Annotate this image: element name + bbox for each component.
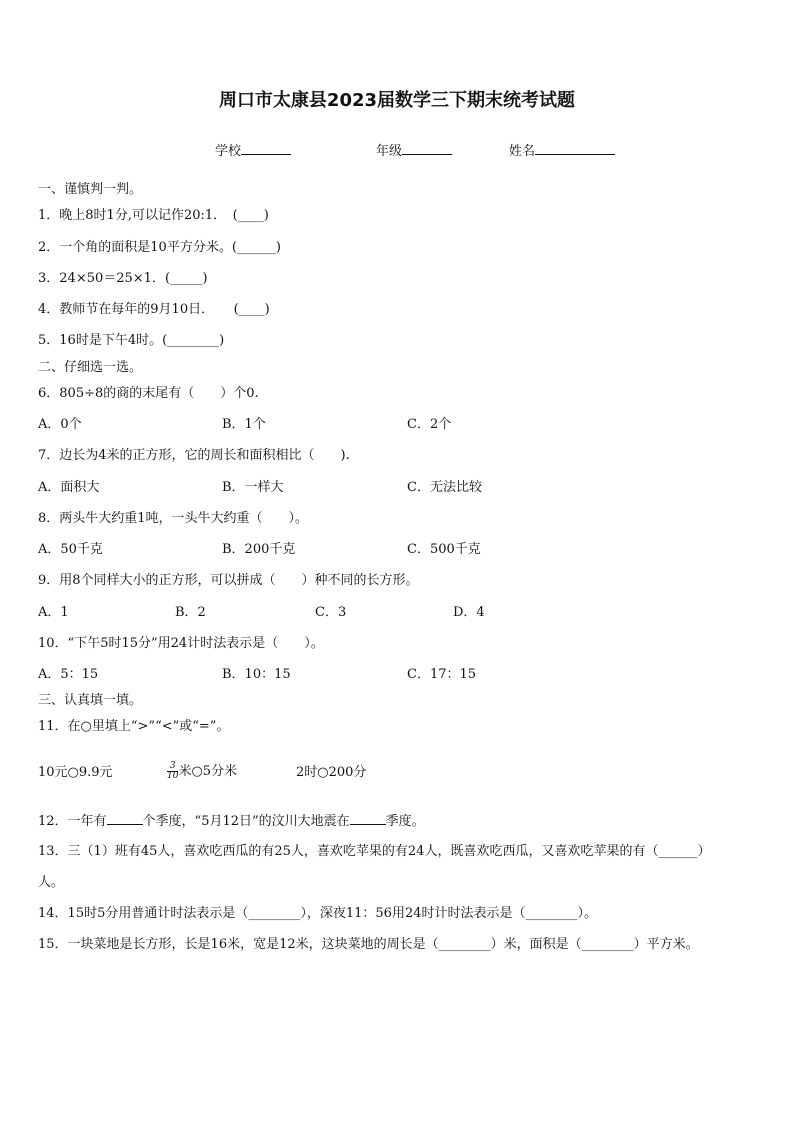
q10-option-c[interactable]: C．17：15 bbox=[407, 667, 477, 682]
q6-option-b[interactable]: B．1个 bbox=[222, 417, 266, 432]
question-4: 4．教师节在每年的9月10日． (____) bbox=[38, 302, 270, 317]
school-blank[interactable] bbox=[241, 142, 291, 155]
grade-label: 年级 bbox=[376, 144, 403, 159]
question-15: 15．一块菜地是长方形，长是16米，宽是12米，这块菜地的周长是（________）米，面积是（________）平方米。 bbox=[38, 937, 699, 952]
q10-option-a[interactable]: A．5：15 bbox=[38, 667, 99, 682]
q11-compare-length bbox=[167, 759, 237, 785]
section-heading-2: 二、仔细选一选。 bbox=[38, 360, 143, 375]
question-14: 14．15时5分用普通计时法表示是（________），深夜11：56用24时计时法表示是（________）。 bbox=[38, 906, 597, 921]
q6-option-c[interactable]: C．2个 bbox=[407, 417, 452, 432]
q11-compare-money: 10元○9.9元 bbox=[38, 765, 113, 780]
name-blank[interactable] bbox=[535, 142, 615, 155]
name-label: 姓名 bbox=[509, 144, 536, 159]
fraction-numerator: 3 bbox=[167, 762, 178, 772]
school-field[interactable] bbox=[215, 142, 291, 160]
question-5: 5．16时是下午4时。(________) bbox=[38, 333, 225, 348]
question-6: 6．805÷8的商的末尾有（ ）个0. bbox=[38, 386, 259, 401]
q12-part-b: 个季度，“5月12日”的汶川大地震在 bbox=[142, 814, 350, 829]
q12-part-c: 季度。 bbox=[385, 814, 425, 829]
question-2: 2．一个角的面积是10平方分米。(______) bbox=[38, 240, 281, 255]
section-heading-1: 一、谨慎判一判。 bbox=[38, 182, 143, 197]
grade-field[interactable] bbox=[376, 142, 452, 160]
q12-part-a: 12．一年有 bbox=[38, 814, 107, 829]
q7-option-b[interactable]: B．一样大 bbox=[222, 480, 284, 495]
question-11: 11．在○里填上“>”“<”或“=”。 bbox=[38, 719, 230, 734]
name-field[interactable] bbox=[509, 142, 615, 160]
question-12 bbox=[38, 812, 425, 830]
question-10: 10．“下午5时15分”用24计时法表示是（ ）。 bbox=[38, 636, 324, 651]
q9-option-a[interactable]: A．1 bbox=[38, 605, 69, 620]
q6-option-a[interactable]: A．0个 bbox=[38, 417, 82, 432]
question-1: 1．晚上8时1分,可以记作20:1． (____) bbox=[38, 208, 269, 223]
question-8: 8．两头牛大约重1吨，一头牛大约重（ ）。 bbox=[38, 511, 309, 526]
page-title: 周口市太康县2023届数学三下期末统考试题 bbox=[218, 90, 576, 111]
question-13-continued: 人。 bbox=[38, 875, 65, 890]
question-3: 3．24×50＝25×1．(_____) bbox=[38, 271, 208, 286]
q10-option-b[interactable]: B．10：15 bbox=[222, 667, 291, 682]
school-label: 学校 bbox=[215, 144, 242, 159]
q7-option-c[interactable]: C．无法比较 bbox=[407, 480, 482, 495]
question-13: 13．三（1）班有45人，喜欢吃西瓜的有25人，喜欢吃苹果的有24人，既喜欢吃西瓜，又喜欢吃苹果的有（______） bbox=[38, 844, 711, 859]
q9-option-d[interactable]: D．4 bbox=[453, 605, 485, 620]
q11-length-rest: 米○5分米 bbox=[178, 764, 238, 779]
fraction-denominator: 10 bbox=[167, 771, 179, 781]
q12-blank-2[interactable] bbox=[350, 812, 386, 825]
q9-option-b[interactable]: B．2 bbox=[175, 605, 206, 620]
question-7: 7．边长为4米的正方形，它的周长和面积相比（ ). bbox=[38, 448, 350, 463]
question-9: 9．用8个同样大小的正方形，可以拼成（ ）种不同的长方形。 bbox=[38, 573, 419, 588]
grade-blank[interactable] bbox=[402, 142, 452, 155]
section-heading-3: 三、认真填一填。 bbox=[38, 693, 143, 708]
fraction bbox=[167, 762, 178, 781]
q11-compare-time: 2时○200分 bbox=[296, 765, 367, 780]
q8-option-a[interactable]: A．50千克 bbox=[38, 542, 103, 557]
q8-option-b[interactable]: B．200千克 bbox=[222, 542, 296, 557]
q7-option-a[interactable]: A．面积大 bbox=[38, 480, 100, 495]
q12-blank-1[interactable] bbox=[107, 812, 143, 825]
q8-option-c[interactable]: C．500千克 bbox=[407, 542, 481, 557]
q9-option-c[interactable]: C．3 bbox=[315, 605, 347, 620]
